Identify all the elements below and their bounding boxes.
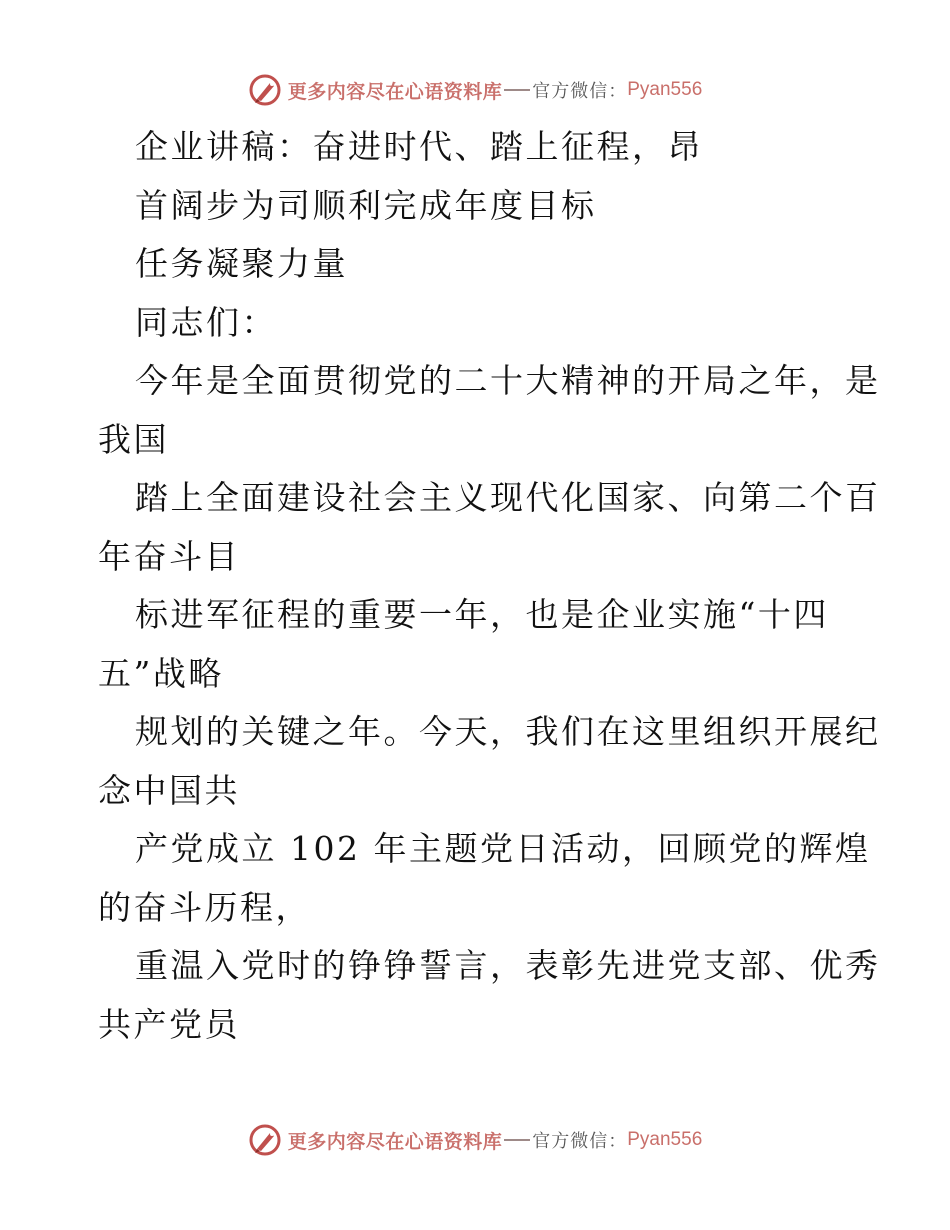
footer-watermark <box>0 1120 950 1160</box>
pen-logo-icon <box>248 73 282 107</box>
text-line: 今年是全面贯彻党的二十大精神的开局之年，是 <box>135 361 881 400</box>
text-line: 重温入党时的铮铮誓言，表彰先进党支部、优秀 <box>135 946 881 985</box>
text-line: 标进军征程的重要一年，也是企业实施“十四 <box>135 595 829 634</box>
text-line: 规划的关键之年。今天，我们在这里组织开展纪 <box>135 712 881 751</box>
text-line: 企业讲稿：奋进时代、踏上征程，昂 <box>135 127 703 166</box>
text-line: 共产党员 <box>98 1004 240 1044</box>
text-line: 的奋斗历程， <box>98 887 311 927</box>
text-line: 踏上全面建设社会主义现代化国家、向第二个百 <box>135 478 881 517</box>
text-line: 年奋斗目 <box>98 536 240 576</box>
header-dash <box>504 89 530 91</box>
text-line: 我国 <box>98 419 169 459</box>
document-body <box>98 118 881 1054</box>
header-watermark <box>0 70 950 110</box>
header-wechat-id: Pyan556 <box>627 79 703 100</box>
text-line: 任务凝聚力量 <box>135 244 348 283</box>
text-line: 同志们： <box>135 302 277 342</box>
header-wechat-label: 官方微信： <box>532 81 628 102</box>
text-line: 首阔步为司顺利完成年度目标 <box>135 185 597 225</box>
pen-logo-icon <box>248 1123 282 1157</box>
footer-wechat-label: 官方微信： <box>532 1131 628 1152</box>
footer-brand-text: 更多内容尽在心语资料库 <box>287 1130 503 1153</box>
text-line: 五”战略 <box>98 653 224 693</box>
footer-dash <box>504 1139 530 1141</box>
text-line: 产党成立 102 年主题党日活动，回顾党的辉煌 <box>135 829 871 868</box>
header-brand-text: 更多内容尽在心语资料库 <box>287 80 503 103</box>
text-line: 念中国共 <box>98 770 240 810</box>
footer-wechat-id: Pyan556 <box>627 1129 703 1150</box>
